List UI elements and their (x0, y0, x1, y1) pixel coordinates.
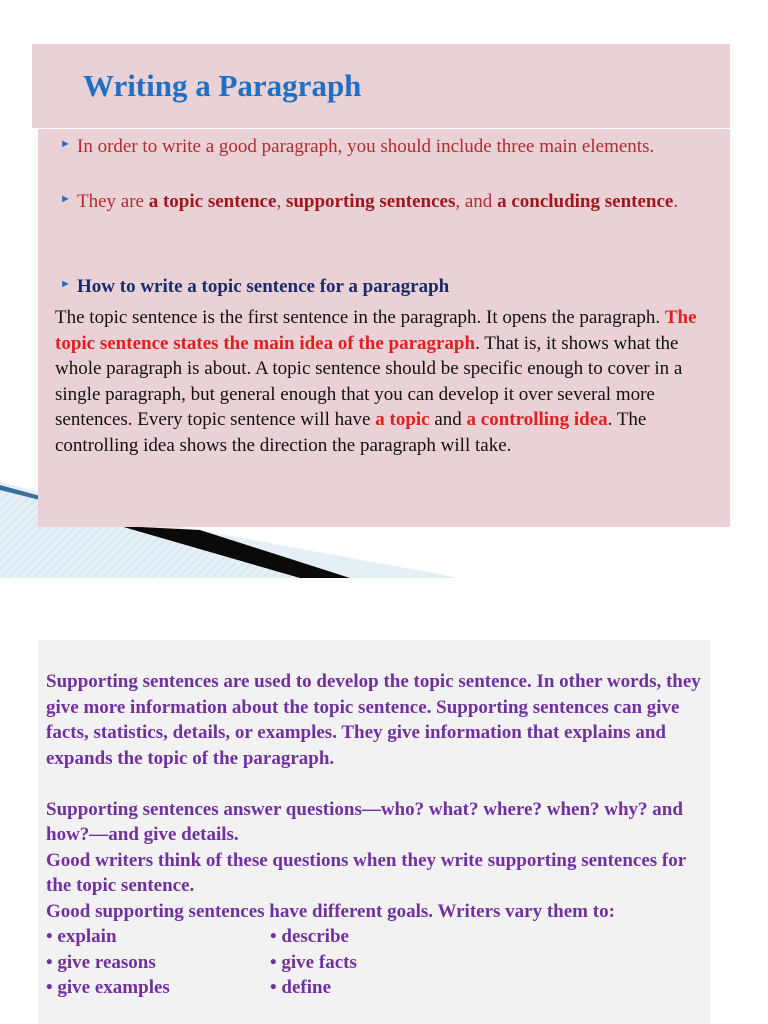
highlight-controlling-idea: a controlling idea (466, 409, 608, 431)
content-box (38, 129, 730, 527)
goal-item: • give examples (46, 977, 170, 998)
supporting-intro: Supporting sentences are used to develop the topic sentence. In other words, they give more information about the topic sentence. Supporting sentences can give facts, statistics, details, or examples. They give information that explains and expands the topic of the paragraph. (46, 671, 701, 769)
bullet-elements: They are a topic sentence, supporting sentences, and a concluding sentence. (77, 191, 679, 212)
goals-row (46, 924, 706, 950)
supporting-questions: Supporting sentences answer questions—who? what? where? when? why? and how?—and give details. (46, 798, 683, 845)
bullet-marker-icon: ► (60, 193, 71, 205)
goals-row (46, 975, 706, 1001)
goal-item: • describe (270, 926, 349, 947)
highlight-main-idea: The topic sentence states the main idea of the paragraph (55, 307, 697, 354)
slide-title: Writing a Paragraph (83, 68, 362, 103)
slide-2 (38, 640, 710, 1024)
bullet-marker-icon: ► (60, 278, 71, 290)
goal-item: • give facts (270, 951, 357, 973)
bullet-how-to-heading: How to write a topic sentence for a paragraph (77, 276, 450, 297)
topic-sentence-paragraph: The topic sentence is the first sentence in the paragraph. It opens the paragraph. The topic sentence states the main idea of the paragraph. That is, it shows what the whole paragraph is about. A topic sentence should be specific enough to cover in a single paragraph, but general enough that you can develop it over several more sentences. Every topic sentence will have a topic and a controlling idea. The controlling idea shows the direction the paragraph will take. (55, 307, 697, 456)
term-concluding-sentence: a concluding sentence (497, 191, 674, 212)
goal-item: • define (270, 977, 332, 998)
term-topic-sentence: a topic sentence (148, 191, 277, 212)
goal-item: • explain (46, 926, 117, 947)
bullet-marker-icon: ► (60, 138, 71, 150)
term-supporting-sentences: supporting sentences (285, 191, 456, 212)
goal-item: • give reasons (46, 951, 156, 973)
good-writers-note: Good writers think of these questions when they write supporting sentences for the topic sentence. (46, 849, 686, 896)
goals-row (46, 950, 706, 976)
goals-intro: Good supporting sentences have different goals. Writers vary them to: (46, 900, 615, 922)
highlight-a-topic: a topic (375, 409, 430, 431)
supporting-sentences-text (46, 669, 706, 1001)
title-band (32, 44, 730, 128)
bullet-intro: In order to write a good paragraph, you should include three main elements. (77, 136, 655, 157)
